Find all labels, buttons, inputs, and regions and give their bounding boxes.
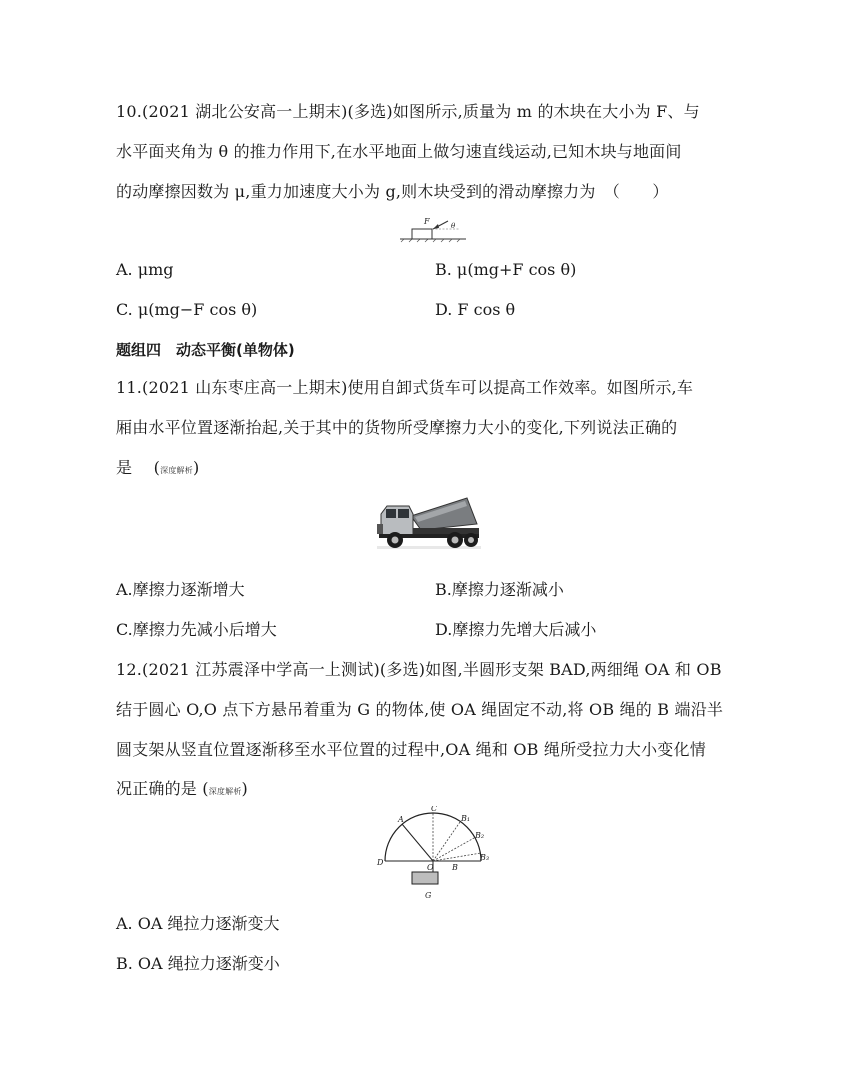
q12-label-b: B — [452, 863, 458, 872]
q11-option-b[interactable]: B.摩擦力逐渐减小 — [435, 580, 564, 599]
q10-option-b[interactable]: B. μ(mg+F cos θ) — [435, 260, 577, 279]
q12-line-4-text: 况正确的是 ( — [116, 779, 209, 798]
q11-line-3-close: ) — [192, 458, 200, 477]
q12-line-3: 圆支架从竖直位置逐渐移至水平位置的过程中,OA 绳和 OB 绳所受拉力大小变化情 — [116, 740, 706, 759]
q10-figure-block-force — [398, 213, 468, 243]
q11-line-2: 厢由水平位置逐渐抬起,关于其中的货物所受摩擦力大小的变化,下列说法正确的 — [116, 418, 678, 437]
q12-deep-analysis-tag[interactable]: 深度解析 — [208, 787, 242, 796]
q10-line-3: 的动摩擦因数为 μ,重力加速度大小为 g,则木块受到的滑动摩擦力为 （ ） — [116, 182, 669, 201]
q12-option-a[interactable]: A. OA 绳拉力逐渐变大 — [116, 914, 280, 933]
q12-option-b[interactable]: B. OA 绳拉力逐渐变小 — [116, 954, 280, 973]
q12-label-b2: B₂ — [475, 831, 485, 840]
q12-label-o: O — [427, 863, 434, 872]
q12-label-b3: B₃ — [480, 853, 490, 862]
q10-option-d[interactable]: D. F cos θ — [435, 300, 516, 319]
q11-option-d[interactable]: D.摩擦力先增大后减小 — [435, 620, 597, 639]
q11-line-1: 11.(2021 山东枣庄高一上期末)使用自卸式货车可以提高工作效率。如图所示,车 — [116, 378, 694, 397]
q10-line-1: 10.(2021 湖北公安高一上期末)(多选)如图所示,质量为 m 的木块在大小为 F、与 — [116, 102, 700, 121]
q10-label-force: F — [424, 217, 430, 226]
q10-option-a[interactable]: A. μmg — [116, 260, 174, 279]
q10-label-angle: θ — [451, 222, 456, 230]
q12-label-d: D — [377, 858, 384, 867]
q12-label-g: G — [425, 891, 432, 900]
group-heading: 题组四 动态平衡(单物体) — [116, 341, 295, 359]
q12-semicircle-figure — [372, 806, 492, 906]
q11-dump-truck-image — [375, 494, 485, 552]
q12-line-1: 12.(2021 江苏震泽中学高一上测试)(多选)如图,半圆形支架 BAD,两细绳 OA 和 OB — [116, 660, 722, 679]
q11-option-c[interactable]: C.摩擦力先减小后增大 — [116, 620, 277, 639]
q11-deep-analysis-tag[interactable]: 深度解析 — [160, 466, 193, 475]
q12-label-c: C — [431, 806, 438, 813]
q11-line-3-text: 是 ( — [116, 458, 161, 477]
q10-line-2: 水平面夹角为 θ 的推力作用下,在水平地面上做匀速直线运动,已知木块与地面间 — [116, 142, 682, 161]
q12-line-2: 结于圆心 O,O 点下方悬吊着重为 G 的物体,使 OA 绳固定不动,将 OB 绳的 B 端沿半 — [116, 700, 724, 719]
q10-option-c[interactable]: C. μ(mg−F cos θ) — [116, 300, 258, 319]
q12-label-b1: B₁ — [461, 814, 471, 823]
q12-line-4-close: ) — [241, 779, 248, 798]
q11-option-a[interactable]: A.摩擦力逐渐增大 — [116, 580, 245, 599]
q11-line-3 — [116, 458, 199, 481]
q12-label-a: A — [398, 815, 404, 824]
q12-line-4 — [116, 779, 248, 802]
